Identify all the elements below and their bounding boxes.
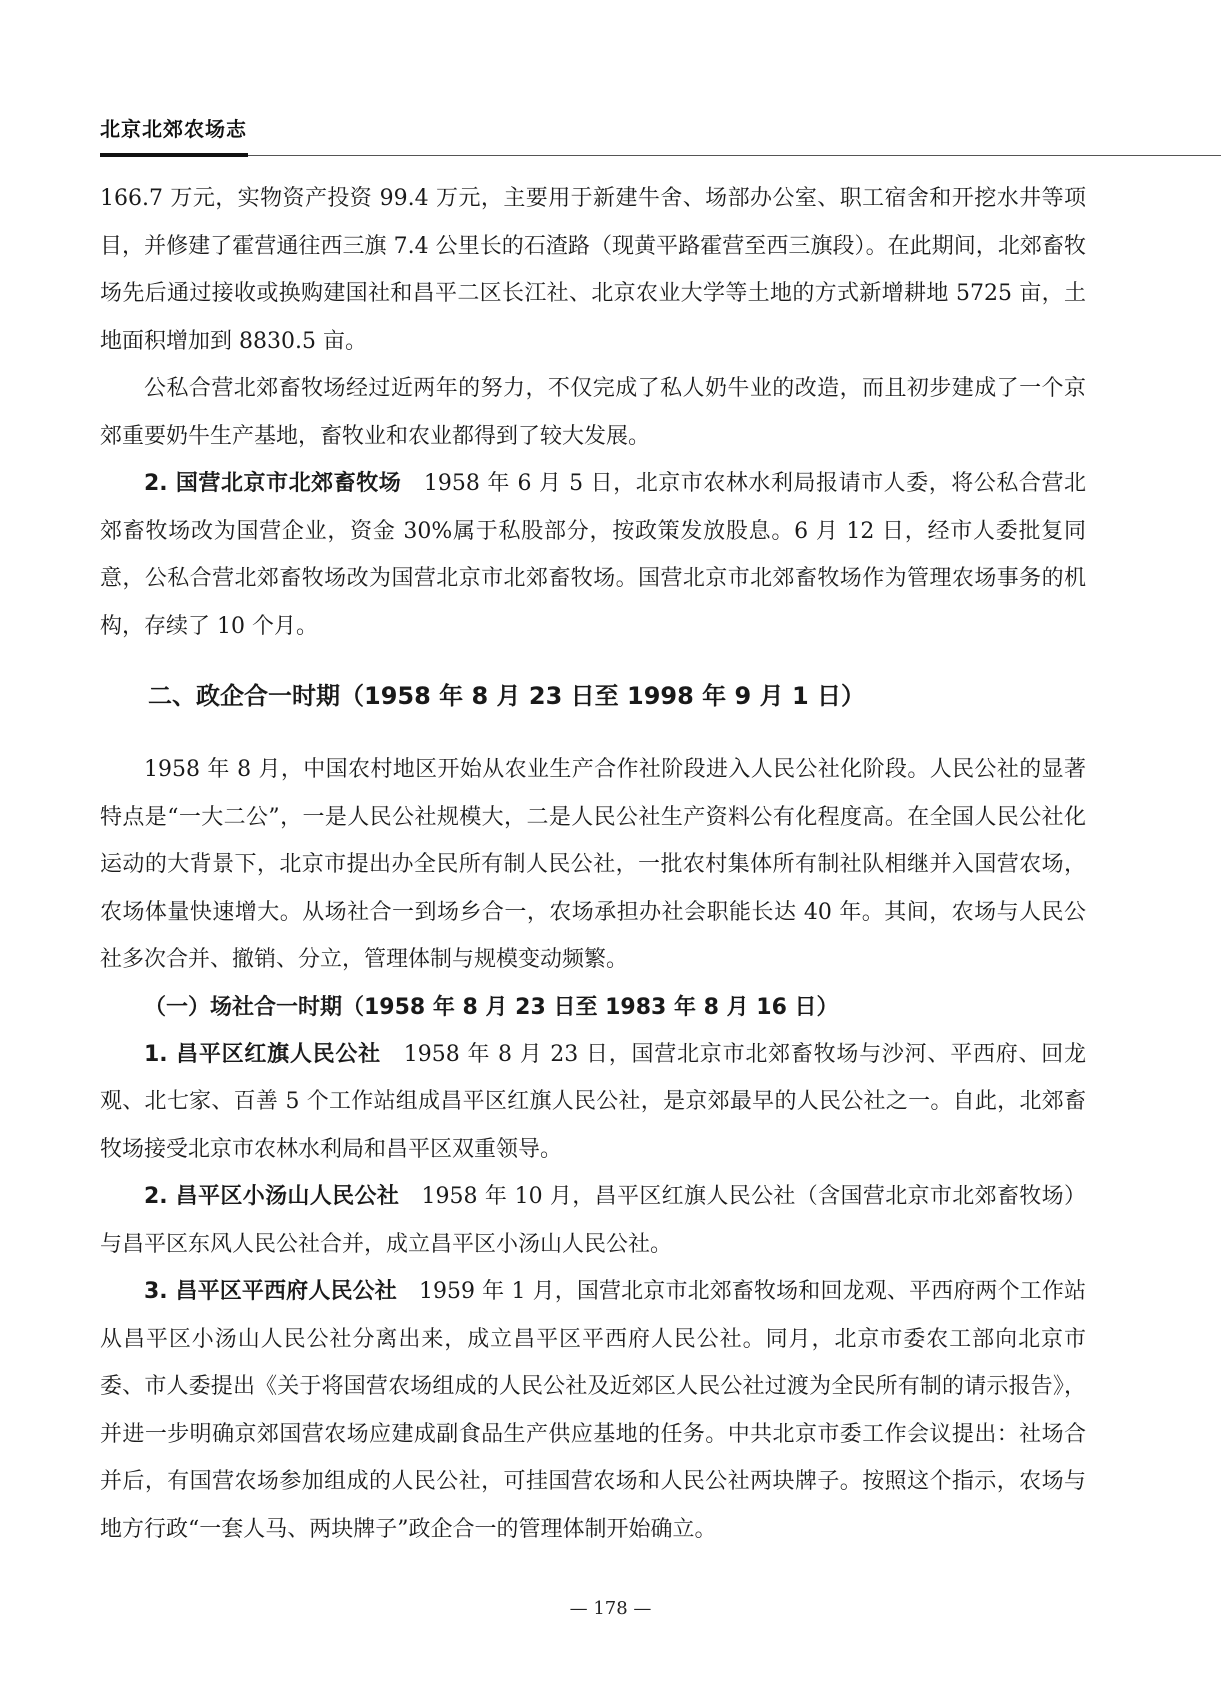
paragraph-5-heading: 1. 昌平区红旗人民公社 <box>144 1041 381 1067</box>
paragraph-1: 166.7 万元，实物资产投资 99.4 万元，主要用于新建牛舍、场部办公室、职工宿舍和开挖水井等项目，并修建了霍营通往西三旗 7.4 公里长的石渣路（现黄平路霍营至西三旗段）。在此期间，北郊畜牧场先后通过接收或换购建国社和昌平二区长江社、北京农业大学等土地的方式新增耕地 5725 亩，土地面积增加到 8830.5 亩。 <box>100 186 1086 354</box>
paragraph-5-body: 1958 年 8 月 23 日，国营北京市北郊畜牧场与沙河、平西府、回龙观、北七家、百善 5 个工作站组成昌平区红旗人民公社，是京郊最早的人民公社之一。自此，北郊畜牧场接受北京市农林水利局和昌平区双重领导。 <box>100 1041 1086 1162</box>
page-number: — 178 — <box>569 1598 652 1619</box>
paragraph-3 <box>100 460 1086 650</box>
paragraph-6-body: 1958 年 10 月，昌平区红旗人民公社（含国营北京市北郊畜牧场）与昌平区东风人民公社合并，成立昌平区小汤山人民公社。 <box>100 1184 1087 1257</box>
section-title: 二、政企合一时期（1958 年 8 月 23 日至 1998 年 9 月 1 日） <box>148 682 865 710</box>
paragraph-2: 公私合营北郊畜牧场经过近两年的努力，不仅完成了私人奶牛业的改造，而且初步建成了一个京郊重要奶牛生产基地，畜牧业和农业都得到了较大发展。 <box>100 376 1086 449</box>
paragraph-7-body: 1959 年 1 月，国营北京市北郊畜牧场和回龙观、平西府两个工作站从昌平区小汤山人民公社分离出来，成立昌平区平西府人民公社。同月，北京市委农工部向北京市委、市人委提出《关于将国营农场组成的人民公社及近郊区人民公社过渡为全民所有制的请示报告》，并进一步明确京郊国营农场应建成副食品生产供应基地的任务。中共北京市委工作会议提出：社场合并后，有国营农场参加组成的人民公社，可挂国营农场和人民公社两块牌子。按照这个指示，农场与地方行政“一套人马、两块牌子”政企合一的管理体制开始确立。 <box>100 1279 1087 1542</box>
header-rule-thin <box>248 155 1221 156</box>
body-text <box>100 175 1086 1553</box>
paragraph-3-heading: 2. 国营北京市北郊畜牧场 <box>144 471 402 496</box>
header-rule-thick <box>100 153 248 157</box>
subsection-title: （一）场社合一时期（1958 年 8 月 23 日至 1983 年 8 月 16 日） <box>144 994 839 1020</box>
paragraph-3-body: 1958 年 6 月 5 日，北京市农林水利局报请市人委，将公私合营北郊畜牧场改为国营企业，资金 30%属于私股部分，按政策发放股息。6 月 12 日，经市人委批复同意，公私合营北郊畜牧场改为国营北京市北郊畜牧场。国营北京市北郊畜牧场作为管理农场事务的机构，存续了 10 个月。 <box>100 471 1087 639</box>
paragraph-7-heading: 3. 昌平区平西府人民公社 <box>144 1279 397 1304</box>
paragraph-4: 1958 年 8 月，中国农村地区开始从农业生产合作社阶段进入人民公社化阶段。人民公社的显著特点是“一大二公”，一是人民公社规模大，二是人民公社生产资料公有化程度高。在全国人民公社化运动的大背景下，北京市提出办全民所有制人民公社，一批农村集体所有制社队相继并入国营农场，农场体量快速增大。从场社合一到场乡合一，农场承担办社会职能长达 40 年。其间，农场与人民公社多次合并、撤销、分立，管理体制与规模变动频繁。 <box>100 757 1086 972</box>
paragraph-5 <box>100 1031 1086 1174</box>
paragraph-6-heading: 2. 昌平区小汤山人民公社 <box>144 1184 400 1209</box>
paragraph-7 <box>100 1268 1086 1553</box>
running-header: 北京北郊农场志 <box>100 117 247 141</box>
paragraph-6 <box>100 1173 1086 1268</box>
